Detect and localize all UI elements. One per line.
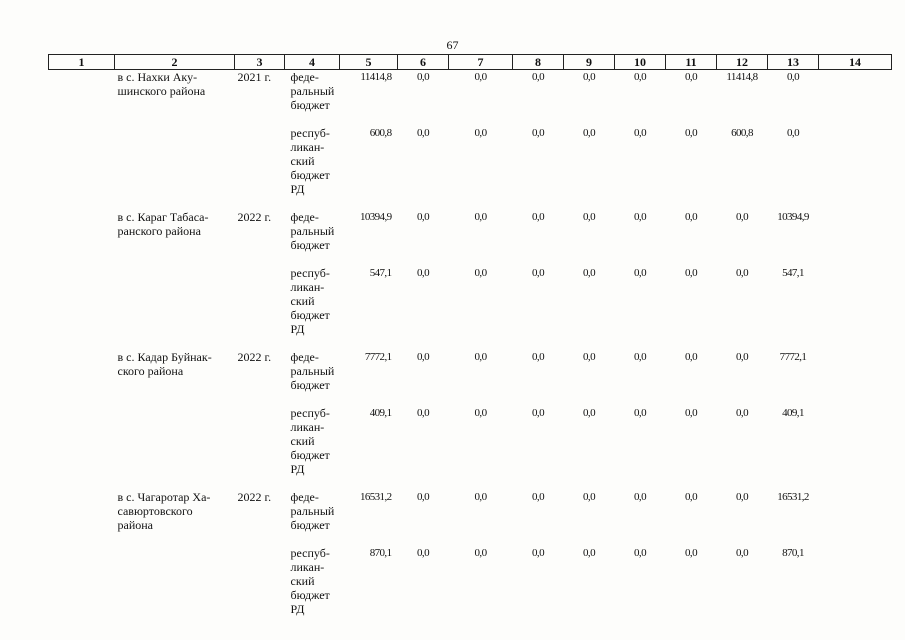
year-cell: 2022 г. bbox=[237, 210, 272, 224]
value-cell: 0,0 bbox=[583, 127, 595, 139]
value-cell: 0,0 bbox=[532, 351, 544, 363]
value-cell: 0,0 bbox=[532, 547, 544, 559]
object-cell: в с. Караг Табаса- ранского района bbox=[117, 210, 209, 238]
col-1-cell bbox=[49, 126, 115, 210]
col-14-cell bbox=[819, 350, 892, 406]
value-cell: 0,0 bbox=[417, 127, 429, 139]
value-cell: 0,0 bbox=[532, 267, 544, 279]
column-header: 2 bbox=[115, 55, 235, 70]
source-cell: феде- ральный бюджет bbox=[290, 70, 335, 112]
value-cell: 0,0 bbox=[417, 211, 429, 223]
col-1-cell bbox=[49, 210, 115, 266]
value-cell: 870,1 bbox=[369, 547, 392, 559]
value-cell: 7772,1 bbox=[779, 351, 807, 363]
col-14-cell bbox=[819, 210, 892, 266]
source-cell: респуб- ликан- ский бюджет РД bbox=[290, 126, 330, 196]
col-1-cell bbox=[49, 490, 115, 546]
value-cell: 547,1 bbox=[782, 267, 804, 279]
value-cell: 0,0 bbox=[736, 351, 748, 363]
table-row bbox=[49, 406, 892, 490]
object-cell: в с. Нахки Аку- шинского района bbox=[117, 70, 206, 98]
value-cell: 0,0 bbox=[685, 211, 697, 223]
header-row bbox=[49, 55, 892, 70]
value-cell: 600,8 bbox=[369, 127, 392, 139]
value-cell: 0,0 bbox=[532, 127, 544, 139]
col-1-cell bbox=[49, 406, 115, 490]
col-14-cell bbox=[819, 126, 892, 210]
value-cell: 0,0 bbox=[532, 211, 544, 223]
value-cell: 0,0 bbox=[583, 547, 595, 559]
value-cell: 0,0 bbox=[474, 267, 487, 279]
year-cell: 2022 г. bbox=[237, 350, 272, 364]
object-cell bbox=[115, 126, 235, 210]
value-cell: 0,0 bbox=[685, 127, 697, 139]
year-cell: 2022 г. bbox=[237, 490, 272, 504]
value-cell: 0,0 bbox=[417, 547, 429, 559]
value-cell: 0,0 bbox=[583, 491, 595, 503]
value-cell: 0,0 bbox=[634, 71, 646, 83]
value-cell: 0,0 bbox=[583, 211, 595, 223]
value-cell: 409,1 bbox=[782, 407, 804, 419]
column-header: 3 bbox=[235, 55, 285, 70]
value-cell: 0,0 bbox=[417, 351, 429, 363]
value-cell: 0,0 bbox=[583, 351, 595, 363]
value-cell: 0,0 bbox=[685, 407, 697, 419]
value-cell: 0,0 bbox=[685, 267, 697, 279]
object-cell: в с. Кадар Буйнак- ского района bbox=[117, 350, 212, 378]
table-row bbox=[49, 546, 892, 630]
value-cell: 16531,2 bbox=[359, 491, 392, 503]
col-14-cell bbox=[819, 406, 892, 490]
value-cell: 11414,8 bbox=[726, 71, 758, 83]
column-header: 5 bbox=[340, 55, 398, 70]
value-cell: 0,0 bbox=[736, 547, 748, 559]
value-cell: 0,0 bbox=[474, 547, 487, 559]
value-cell: 0,0 bbox=[417, 71, 429, 83]
value-cell: 0,0 bbox=[634, 407, 646, 419]
source-cell: феде- ральный бюджет bbox=[290, 350, 335, 392]
column-header: 1 bbox=[49, 55, 115, 70]
source-cell: феде- ральный бюджет bbox=[290, 490, 335, 532]
value-cell: 0,0 bbox=[474, 351, 487, 363]
value-cell: 0,0 bbox=[736, 211, 748, 223]
column-header: 14 bbox=[819, 55, 892, 70]
column-header: 9 bbox=[564, 55, 615, 70]
value-cell: 0,0 bbox=[474, 407, 487, 419]
value-cell: 0,0 bbox=[634, 351, 646, 363]
value-cell: 0,0 bbox=[736, 407, 748, 419]
column-header: 6 bbox=[398, 55, 449, 70]
year-cell: 2021 г. bbox=[237, 70, 272, 84]
value-cell: 0,0 bbox=[532, 71, 544, 83]
source-cell: респуб- ликан- ский бюджет РД bbox=[290, 546, 330, 616]
budget-table bbox=[48, 54, 892, 630]
value-cell: 11414,8 bbox=[360, 71, 392, 83]
value-cell: 0,0 bbox=[474, 211, 487, 223]
value-cell: 0,0 bbox=[634, 491, 646, 503]
value-cell: 600,8 bbox=[731, 127, 753, 139]
object-cell bbox=[115, 406, 235, 490]
value-cell: 0,0 bbox=[787, 127, 799, 139]
value-cell: 0,0 bbox=[532, 491, 544, 503]
object-cell bbox=[115, 266, 235, 350]
value-cell: 0,0 bbox=[736, 491, 748, 503]
col-1-cell bbox=[49, 546, 115, 630]
page-number: 67 bbox=[446, 38, 459, 52]
object-cell: в с. Чагаротар Ха- савюртовского района bbox=[117, 490, 211, 532]
value-cell: 0,0 bbox=[634, 127, 646, 139]
value-cell: 0,0 bbox=[474, 491, 487, 503]
table-row bbox=[49, 490, 892, 546]
value-cell: 10394,9 bbox=[777, 211, 809, 223]
column-header: 7 bbox=[449, 55, 513, 70]
table-row bbox=[49, 350, 892, 406]
value-cell: 0,0 bbox=[474, 127, 487, 139]
col-1-cell bbox=[49, 350, 115, 406]
year-cell bbox=[235, 546, 285, 630]
value-cell: 0,0 bbox=[685, 71, 697, 83]
source-cell: респуб- ликан- ский бюджет РД bbox=[290, 406, 330, 476]
value-cell: 16531,2 bbox=[777, 491, 809, 503]
value-cell: 0,0 bbox=[685, 491, 697, 503]
value-cell: 0,0 bbox=[736, 267, 748, 279]
column-header: 11 bbox=[666, 55, 717, 70]
value-cell: 0,0 bbox=[685, 351, 697, 363]
value-cell: 0,0 bbox=[474, 71, 487, 83]
year-cell bbox=[235, 266, 285, 350]
value-cell: 547,1 bbox=[369, 267, 392, 279]
value-cell: 0,0 bbox=[417, 491, 429, 503]
table-row bbox=[49, 266, 892, 350]
column-header: 13 bbox=[768, 55, 819, 70]
source-cell: феде- ральный бюджет bbox=[290, 210, 335, 252]
value-cell: 0,0 bbox=[685, 547, 697, 559]
value-cell: 0,0 bbox=[634, 267, 646, 279]
value-cell: 0,0 bbox=[583, 267, 595, 279]
source-cell: респуб- ликан- ский бюджет РД bbox=[290, 266, 330, 336]
col-14-cell bbox=[819, 490, 892, 546]
col-1-cell bbox=[49, 70, 115, 127]
col-14-cell bbox=[819, 546, 892, 630]
value-cell: 10394,9 bbox=[359, 211, 392, 223]
table-row bbox=[49, 70, 892, 127]
object-cell bbox=[115, 546, 235, 630]
column-header: 8 bbox=[513, 55, 564, 70]
column-header: 12 bbox=[717, 55, 768, 70]
value-cell: 0,0 bbox=[787, 71, 799, 83]
value-cell: 0,0 bbox=[417, 407, 429, 419]
column-header: 4 bbox=[285, 55, 340, 70]
year-cell bbox=[235, 126, 285, 210]
value-cell: 870,1 bbox=[782, 547, 804, 559]
table-body bbox=[49, 70, 892, 631]
col-14-cell bbox=[819, 266, 892, 350]
column-header: 10 bbox=[615, 55, 666, 70]
value-cell: 0,0 bbox=[634, 547, 646, 559]
col-14-cell bbox=[819, 70, 892, 127]
value-cell: 0,0 bbox=[583, 71, 595, 83]
table-row bbox=[49, 210, 892, 266]
table-row bbox=[49, 126, 892, 210]
value-cell: 7772,1 bbox=[364, 351, 392, 363]
value-cell: 0,0 bbox=[583, 407, 595, 419]
value-cell: 0,0 bbox=[417, 267, 429, 279]
col-1-cell bbox=[49, 266, 115, 350]
value-cell: 409,1 bbox=[369, 407, 392, 419]
value-cell: 0,0 bbox=[532, 407, 544, 419]
value-cell: 0,0 bbox=[634, 211, 646, 223]
year-cell bbox=[235, 406, 285, 490]
